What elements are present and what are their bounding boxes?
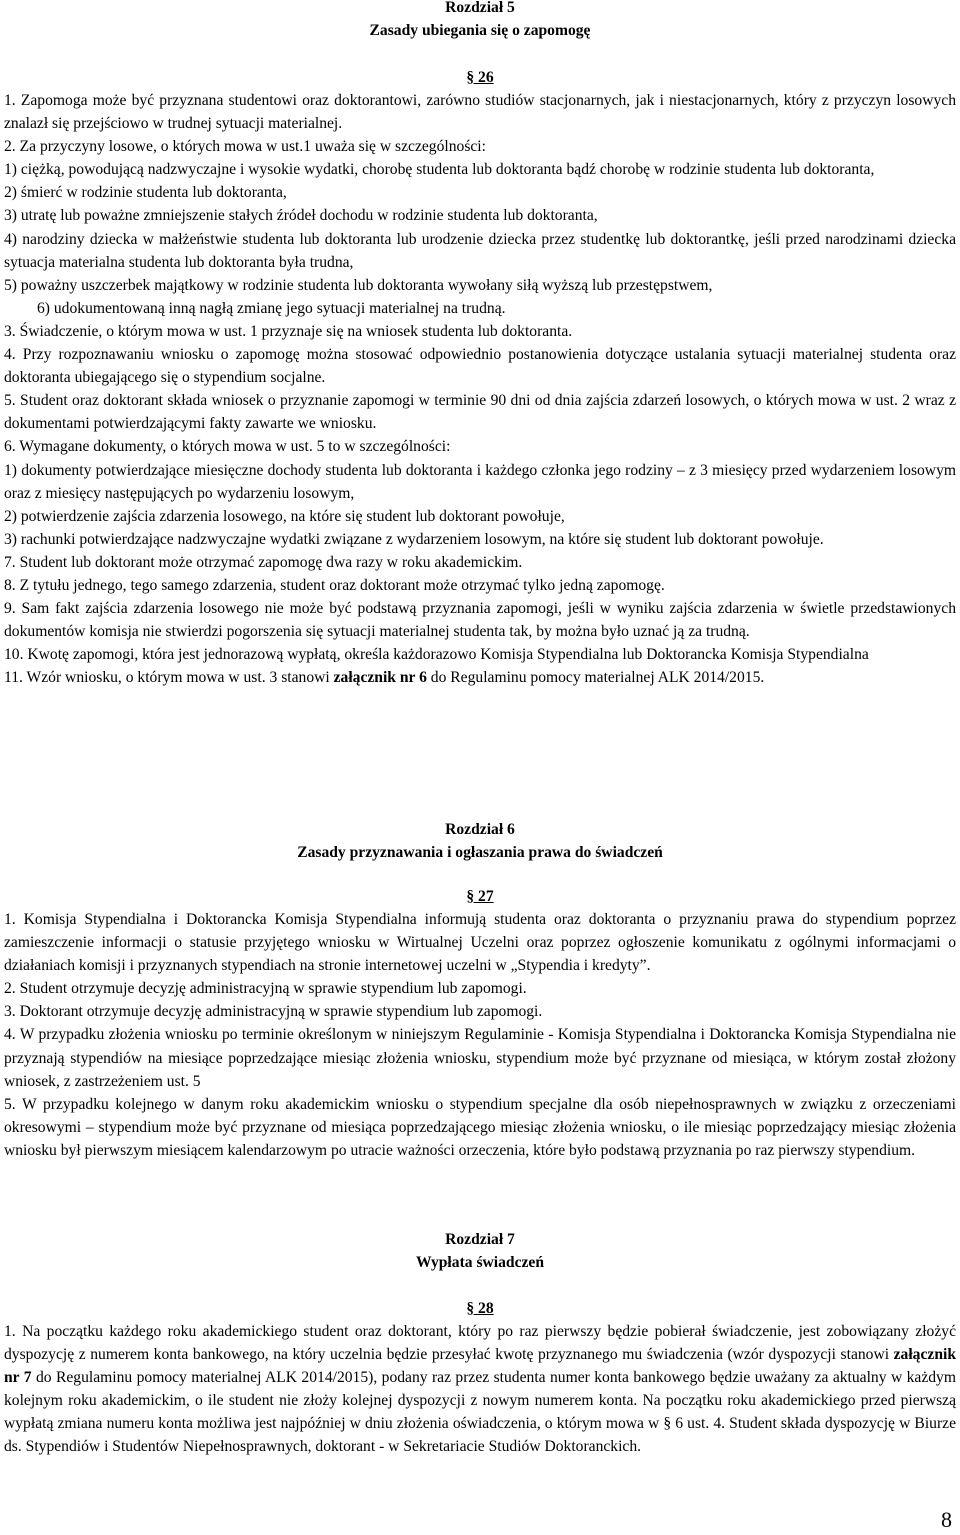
chapter-7-title: Rozdział 7 [445, 1231, 515, 1248]
list-item-26-2-3: 3) utratę lub poważne zmniejszenie stałych źródeł dochodu w rodzinie studenta lub doktoranta, [4, 207, 598, 225]
chapter-6-subtitle: Zasady przyznawania i ogłaszania prawa do świadczeń [297, 844, 663, 862]
chapter-5-heading [0, 0, 960, 42]
paragraph-26-6: 6. Wymagane dokumenty, o których mowa w ust. 5 to w szczególności: [4, 438, 451, 456]
paragraph-26-10: 10. Kwotę zapomogi, która jest jednorazową wypłatą, określa każdorazowo Komisja Stypendialna lub Doktorancka Komisja Stypendialna [4, 646, 869, 664]
paragraph-27-2: 2. Student otrzymuje decyzję administracyjną w sprawie stypendium lub zapomogi. [4, 980, 527, 998]
list-item-26-6-1: 1) dokumenty potwierdzające miesięczne dochody studenta lub doktoranta i każdego członka jego rodziny – z 3 miesięcy przed wydarzeniem losowym oraz z miesięcy następujących po wydarzeniu losowym, [4, 461, 956, 502]
chapter-7-subtitle: Wypłata świadczeń [415, 1254, 545, 1272]
paragraph-26-1: 1. Zapomoga może być przyznana studentowi oraz doktorantowi, zarówno studiów stacjonarnych, jak i niestacjonarnych, który z przyczyn losowych znalazł się przejściowo w trudnej sytuacji materialnej. [4, 92, 956, 133]
paragraph-28-1-text-a: 1. Na początku każdego roku akademickiego student oraz doktorant, który po raz pierwszy będzie pobierał świadczenie, jest zobowiązany złożyć dyspozycję z numerem konta bankowego, na który uczelnia będzie przesyłać kwotę przyznanego mu świadczenia (wzór dyspozycji stanowi [4, 1323, 956, 1364]
list-item-26-2-5: 5) poważny uszczerbek majątkowy w rodzinie studenta lub doktoranta wywołany siłą wyższą lub przestępstwem, [4, 276, 713, 294]
paragraph-26-11-text-a: 11. Wzór wniosku, o którym mowa w ust. 3 stanowi [4, 669, 334, 687]
paragraph-26-3: 3. Świadczenie, o którym mowa w ust. 1 przyznaje się na wniosek studenta lub doktoranta. [4, 322, 573, 340]
section-26-body [4, 89, 956, 689]
section-26-heading: § 26 [466, 69, 494, 86]
section-28-heading: § 28 [466, 1300, 494, 1317]
paragraph-28-1-text-c: do Regulaminu pomocy materialnej ALK 2014/2015), podany raz przez studenta numer konta bankowego będzie uważany za aktualny w każdym kolejnym roku akademickim, o ile student nie złoży kolejnej dyspozycji z nowym numerem konta. Na początku roku akademickiego przed pierwszą wypłatą zmiana numeru konta możliwa jest najpóźniej w dniu złożenia oświadczenia, o którym mowa w § 6 ust. 4. Student składa dyspozycję w Biurze ds. Stypendiów i Studentów Niepełnosprawnych, doktorant - w Sekretariacie Studiów Doktoranckich. [4, 1369, 956, 1456]
paragraph-26-9: 9. Sam fakt zajścia zdarzenia losowego nie może być podstawą przyznania zapomogi, jeśli w wyniku zajścia zdarzenia w świetle przedstawionych dokumentów komisja nie stwierdzi pogorszenia się sytuacji materialnej studenta tak, by można było uznać ją za trudną. [4, 600, 956, 641]
attachment-7-reference: załącznik nr 7 [4, 1346, 956, 1387]
attachment-6-reference: załącznik nr 6 [333, 669, 427, 687]
list-item-26-2-6: 6) udokumentowaną inną nagłą zmianę jego sytuacji materialnej na trudną. [37, 299, 506, 317]
section-27-heading: § 27 [466, 888, 494, 905]
paragraph-26-7: 7. Student lub doktorant może otrzymać zapomogę dwa razy w roku akademickim. [4, 553, 523, 571]
paragraph-26-4: 4. Przy rozpoznawaniu wniosku o zapomogę można stosować odpowiednio postanowienia dotyczące ustalania sytuacji materialnej studenta oraz doktoranta ubiegającego się o stypendium socjalne. [4, 346, 956, 387]
chapter-5-title: Rozdział 5 [445, 0, 515, 16]
paragraph-26-8: 8. Z tytułu jednego, tego samego zdarzenia, student oraz doktorant może otrzymać tylko jedną zapomogę. [4, 576, 665, 594]
paragraph-27-4: 4. W przypadku złożenia wniosku po terminie określonym w niniejszym Regulaminie - Komisja Stypendialna i Doktorancka Komisja Stypendialna nie przyznają stypendiów na miesiące poprzedzające miesiąc złożenia wniosku, stypendium może być przyznane od miesiąca, w którym został złożony wniosek, z zastrzeżeniem ust. 5 [4, 1026, 956, 1090]
paragraph-28-1 [4, 1320, 956, 1459]
list-item-26-6-2: 2) potwierdzenie zajścia zdarzenia losowego, na które się student lub doktorant powołuje, [4, 507, 565, 525]
chapter-7-heading [0, 1228, 960, 1274]
list-item-26-6-3: 3) rachunki potwierdzające nadzwyczajne wydatki związane z wydarzeniem losowym, na które się student lub doktorant powołuje. [4, 530, 824, 548]
chapter-6-title: Rozdział 6 [445, 821, 515, 838]
list-item-26-2-4: 4) narodziny dziecka w małżeństwie studenta lub doktoranta lub urodzenie dziecka przez studentkę lub doktorantkę, jeśli przed narodzinami dziecka sytuacja materialna studenta lub doktoranta była trudna, [4, 230, 956, 271]
section-28-body [4, 1320, 956, 1459]
chapter-6-heading [0, 818, 960, 864]
paragraph-26-11 [4, 666, 956, 689]
chapter-5-subtitle: Zasady ubiegania się o zapomogę [369, 22, 591, 40]
paragraph-26-11-text-c: do Regulaminu pomocy materialnej ALK 2014/2015. [426, 669, 765, 687]
paragraph-27-3: 3. Doktorant otrzymuje decyzję administracyjną w sprawie stypendium lub zapomogi. [4, 1003, 543, 1021]
paragraph-27-1: 1. Komisja Stypendialna i Doktorancka Komisja Stypendialna informują studenta oraz doktoranta o przyznaniu prawa do stypendium poprzez zamieszczenie informacji o statusie przyjętego wniosku w Wirtualnej Uczelni oraz poprzez ogłoszenie komunikatu z ogólnymi informacjami o działaniach komisji i przyznanych stypendiach na stronie internetowej uczelni w „Stypendia i kredyty”. [4, 911, 956, 975]
list-item-26-2-1: 1) ciężką, powodującą nadzwyczajne i wysokie wydatki, chorobę studenta lub doktoranta bądź chorobę w rodzinie studenta lub doktoranta, [4, 161, 875, 179]
paragraph-26-5: 5. Student oraz doktorant składa wniosek o przyznanie zapomogi w terminie 90 dni od dnia zajścia zdarzeń losowych, o których mowa w ust. 2 wraz z dokumentami potwierdzającymi fakty zawarte we wniosku. [4, 392, 956, 433]
section-27-body [4, 908, 956, 1162]
paragraph-26-2: 2. Za przyczyny losowe, o których mowa w ust.1 uważa się w szczególności: [4, 138, 486, 156]
list-item-26-2-2: 2) śmierć w rodzinie studenta lub doktoranta, [4, 184, 287, 202]
paragraph-27-5: 5. W przypadku kolejnego w danym roku akademickim wniosku o stypendium specjalne dla osób niepełnosprawnych w związku z orzeczeniami okresowymi – stypendium może być przyznane od miesiąca poprzedzającego miesiąc złożenia wniosku, o ile miesiąc poprzedzający miesiąc złożenia wniosku był pierwszym miesiącem kalendarzowym po utracie ważności orzeczenia, które było podstawą przyznania po raz pierwszy stypendium. [4, 1095, 956, 1159]
page-number: 8 [941, 1507, 952, 1532]
